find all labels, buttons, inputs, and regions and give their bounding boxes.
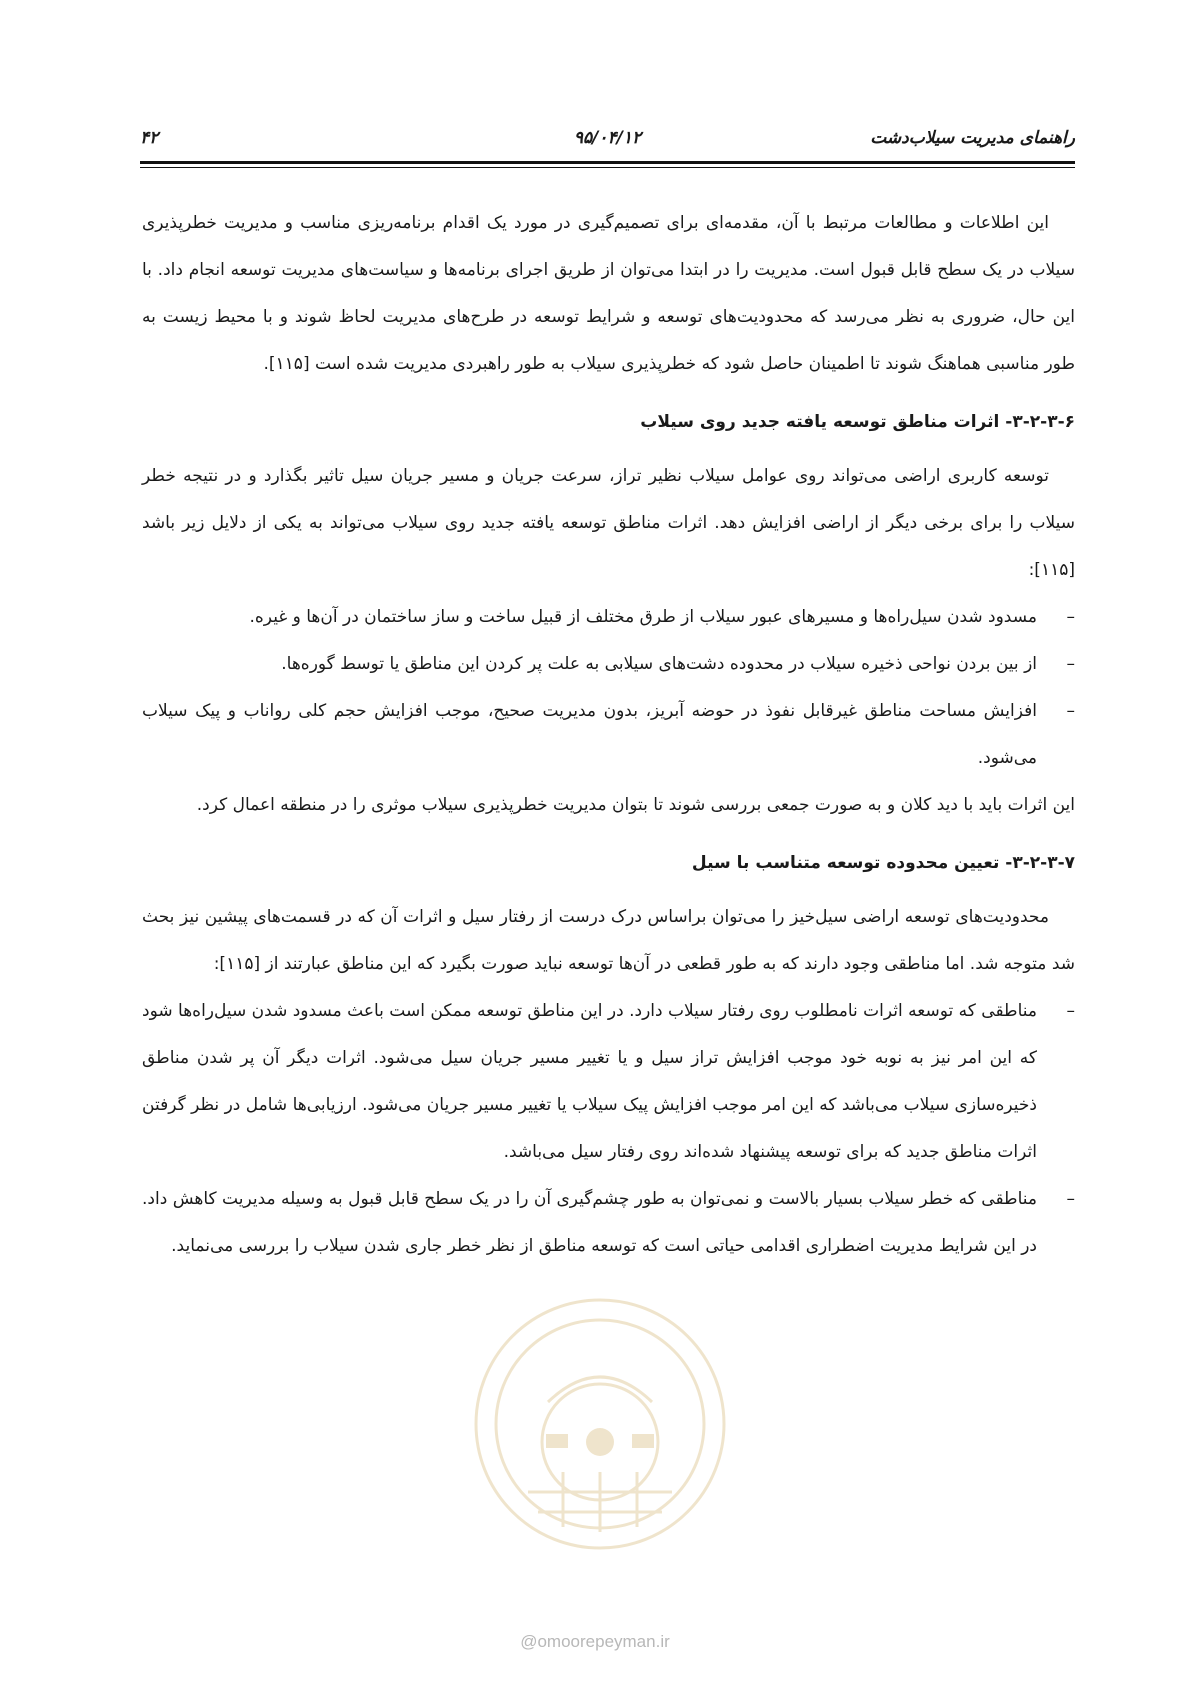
watermark-seal-logo: [468, 1292, 732, 1556]
header-rule-thick: [140, 161, 1075, 164]
list-item-text: مناطقی که توسعه اثرات نامطلوب روی رفتار سیلاب دارد. در این مناطق توسعه ممکن است باعث مسدود شدن سیل‌راه‌ها شود که این امر نیز به نوبه خود موجب افزایش تراز سیل و یا تغییر مسیر جریان سیل می‌شود. اثرات دیگر آن پر شدن مناطق ذخیره‌سازی سیلاب می‌باشد که این امر موجب افزایش پیک سیلاب یا تغییر مسیر جریان می‌شود. ارزیابی‌ها شامل در نظر گرفتن اثرات مناطق جدید که برای توسعه پیشنهاد شده‌اند روی رفتار سیل می‌باشد.: [142, 1001, 1037, 1162]
page-number: ۴۲: [140, 128, 159, 148]
list-item-text: از بین بردن نواحی ذخیره سیلاب در محدوده دشت‌های سیلابی به علت پر کردن این مناطق یا توسط گوره‌ها.: [281, 654, 1037, 674]
document-date: ۹۵/۰۴/۱۲: [573, 128, 642, 148]
list-item: [142, 988, 1075, 1176]
bullet-dash: –: [1066, 1001, 1075, 1021]
watermark-url: @omoorepeyman.ir: [520, 1632, 670, 1651]
section-heading-6: ۳-۲-۳-۶- اثرات مناطق توسعه یافته جدید روی سیلاب: [640, 412, 1075, 432]
bullet-dash: –: [1066, 1189, 1075, 1209]
list-item: [142, 641, 1075, 688]
bullet-dash: –: [1066, 654, 1075, 674]
page-body: [142, 200, 1075, 1270]
section7-paragraph: محدودیت‌های توسعه اراضی سیل‌خیز را می‌توان براساس درک درست از رفتار سیل و اثرات آن که در قسمت‌های پیشین نیز بحث شد متوجه شد. اما مناطقی وجود دارند که به طور قطعی در آن‌ها توسعه نباید صورت بگیرد که این مناطق عبارتند از [۱۱۵]:: [142, 907, 1075, 974]
list-item-text: مسدود شدن سیل‌راه‌ها و مسیرهای عبور سیلاب از طرق مختلف از قبیل ساخت و ساز ساختمان در آن‌ها و غیره.: [249, 607, 1037, 627]
intro-paragraph: این اطلاعات و مطالعات مرتبط با آن، مقدمه‌ای برای تصمیم‌گیری در مورد یک اقدام برنامه‌ریزی مناسب و مدیریت خطرپذیری سیلاب در یک سطح قابل قبول است. مدیریت را در ابتدا می‌توان از طریق اجرای برنامه‌ها و سیاست‌های مدیریت توسعه انجام داد. با این حال، ضروری به نظر می‌رسد که محدودیت‌های توسعه و شرایط توسعه در طرح‌های مدیریت لحاظ شوند و با محیط زیست به طور مناسبی هماهنگ شوند تا اطمینان حاصل شود که خطرپذیری سیلاب به طور راهبردی مدیریت شده است [۱۱۵].: [142, 213, 1075, 374]
list-item: [142, 1176, 1075, 1270]
list-item: [142, 688, 1075, 782]
header-rule-thin: [140, 167, 1075, 168]
section6-paragraph: توسعه کاربری اراضی می‌تواند روی عوامل سیلاب نظیر تراز، سرعت جریان و مسیر جریان سیل تاثیر بگذارد و در نتیجه خطر سیلاب را برای برخی دیگر از اراضی افزایش دهد. اثرات مناطق توسعه یافته جدید روی سیلاب می‌تواند به یکی از دلایل زیر باشد [۱۱۵]:: [142, 466, 1075, 580]
document-title: راهنمای مدیریت سیلاب‌دشت: [870, 128, 1075, 148]
section6-bullet-list: [142, 594, 1075, 782]
list-item-text: افزایش مساحت مناطق غیرقابل نفوذ در حوضه آبریز، بدون مدیریت صحیح، موجب افزایش حجم کلی رواناب و پیک سیلاب می‌شود.: [142, 701, 1037, 768]
section-heading-7: ۳-۲-۳-۷- تعیین محدوده توسعه متناسب با سیل: [691, 853, 1075, 873]
bullet-dash: –: [1066, 701, 1075, 721]
bullet-dash: –: [1066, 607, 1075, 627]
section7-bullet-list: [142, 988, 1075, 1270]
section6-closing-paragraph: این اثرات باید با دید کلان و به صورت جمعی بررسی شوند تا بتوان مدیریت خطرپذیری سیلاب موثری را در منطقه اعمال کرد.: [196, 795, 1075, 815]
page-header: [140, 128, 1075, 152]
list-item: [142, 594, 1075, 641]
list-item-text: مناطقی که خطر سیلاب بسیار بالاست و نمی‌توان به طور چشم‌گیری آن را در یک سطح قابل قبول به وسیله مدیریت کاهش داد. در این شرایط مدیریت اضطراری اقدامی حیاتی است که توسعه مناطق از نظر خطر جاری شدن سیلاب را بررسی می‌نماید.: [142, 1189, 1037, 1256]
